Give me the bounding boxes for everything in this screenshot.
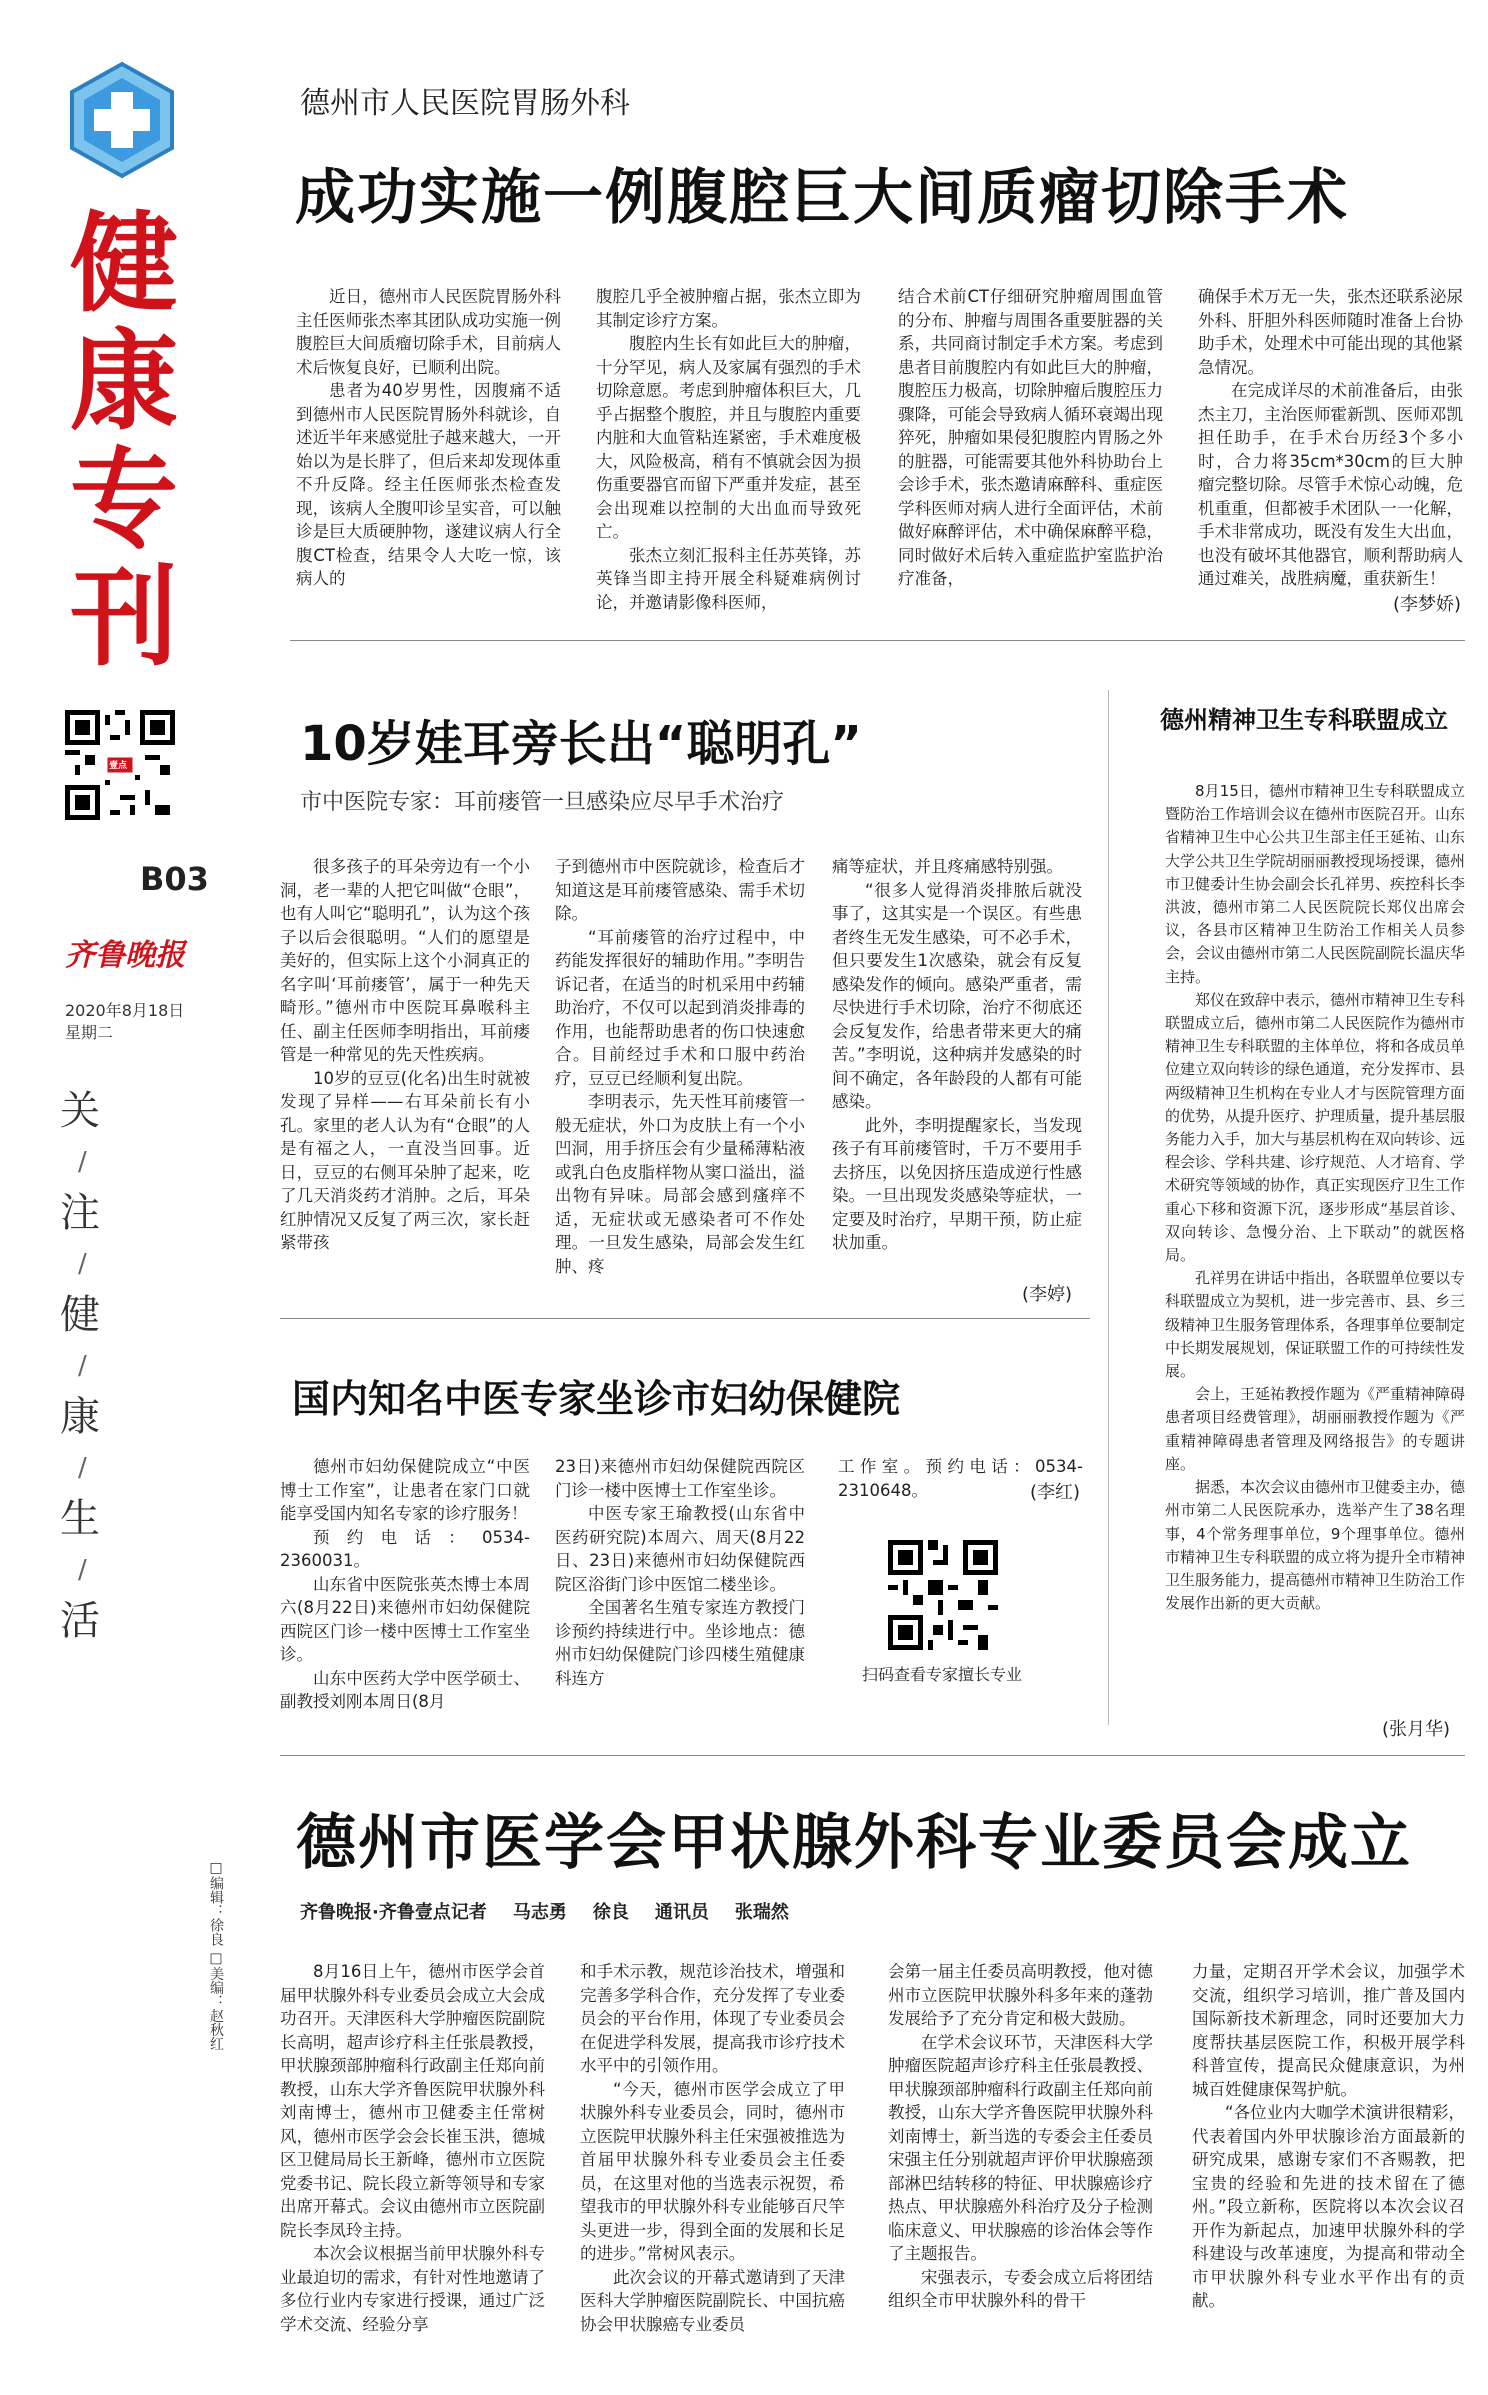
article4-body: 8月15日，德州市精神卫生专科联盟成立暨防治工作培训会议在德州市医院召开。山东省精神卫生中心公共卫生部主任王延祐、山东大学公共卫生学院胡丽丽教授现场授课，德州市卫健委计生协会副会长孔祥男、疾控科长李洪波，德州市第二人民医院院长郑仪出席会议，各县市区精神卫生防治工作相关人员参会，会议由德州市第二人民医院副院长温庆华主持。 郑仪在致辞中表示，德州市精神卫生专科联盟成立后，德州市第二人民医院作为德州市精神卫生专科联盟的主体单位，将和各成员单位建立双向转诊的绿色通道，充分发挥市、县两级精神卫生机构在专业人才与医院管理方面的优势，从提升医疗、护理质量，提升基层服务能力入手，加大与基层机构在双向转诊、远程会诊、学科共建、诊疗规范、人才培育、学术研究等领域的协作，真正实现医疗卫生工作重心下移和资源下沉，逐步形成“基层首诊、双向转诊、急慢分治、上下联动”的就医格局。 孔祥男在讲话中指出，各联盟单位要以专科联盟成立为契机，进一步完善市、县、乡三级精神卫生服务管理体系，各理事单位要制定中长期发展规划，保证联盟工作的可持续性发展。 会上，王延祐教授作题为《严重精神障碍患者项目经费管理》，胡丽丽教授作题为《严重精神障碍患者管理及网络报告》的专题讲座。 据悉，本次会议由德州市卫健委主办，德州市第二人民医院承办，选举产生了38名理事，4个常务理事单位，9个理事单位。德州市精神卫生专科联盟的成立将为提升全市精神卫生服务能力，提高德州市精神卫生防治工作发展作出新的更大贡献。 bbox=[1165, 782, 1466, 1613]
article1-col: 腹腔几乎全被肿瘤占据，张杰立即为其制定诊疗方案。 腹腔内生长有如此巨大的肿瘤，十分罕见，病人及家属有强烈的手术切除意愿。考虑到肿瘤体积巨大，几乎占据整个腹腔，并且与腹腔内重要内脏和大血管粘连紧密，手术难度极大，风险极高，稍有不慎就会因为损伤重要器官而留下严重并发症，甚至会出现难以控制的大出血而导致死亡。 张杰立刻汇报科主任苏英锋，苏英锋当即主持开展全科疑难病例讨论，并邀请影像科医师， bbox=[596, 287, 861, 612]
byline-part: 徐良 bbox=[592, 1902, 629, 1923]
slogan-divider: / bbox=[78, 1555, 87, 1585]
qr-code[interactable] bbox=[65, 710, 175, 820]
masthead-char: 健 bbox=[70, 201, 179, 327]
article2-col: 痛等症状，并且疼痛感特别强。 “很多人觉得消炎排脓后就没事了，这其实是一个误区。有些患者终生无发生感染，可不必手术，但只要发生1次感染，就会有反复感染发作的倾向。感染严重者，需尽快进行手术切除，治疗不彻底还会反复发作，给患者带来更大的痛苦。”李明说，这种病并发感染的时间不确定，各年龄段的人都有可能感染。 此外，李明提醒家长，当发现孩子有耳前瘘管时，千万不要用手去挤压，以免因挤压造成逆行性感染。一旦出现发炎感染等症状，一定要及时治疗，早期干预，防止症状加重。 bbox=[832, 857, 1082, 1252]
article4-title: 德州精神卫生专科联盟成立 bbox=[1160, 706, 1448, 734]
slogan-divider: / bbox=[78, 1147, 87, 1177]
masthead bbox=[70, 201, 220, 681]
editors-credit: □编辑：徐良 □美编：赵秋红 bbox=[208, 1860, 224, 2051]
slogan-divider: / bbox=[78, 1249, 87, 1279]
slogan-char: 注 bbox=[60, 1190, 100, 1236]
article5-col: 力量，定期召开学术会议，加强学术交流，组织学习培训，推广普及国内国际新技术新理念，同时还要加大力度帮扶基层医院工作，积极开展学科科普宣传，提高民众健康意识，为州城百姓健康保驾护航。 “各位业内大咖学术演讲很精彩，代表着国内外甲状腺诊治方面最新的研究成果，感谢专家们不吝赐教，把宝贵的经验和先进的技术留在了德州。”段立新称，医院将以本次会议召开作为新起点，加速甲状腺外科的学科建设与改革速度，为提高和带动全市甲状腺外科专业水平作出有的贡献。 bbox=[1192, 1962, 1465, 2310]
article2-subtitle: 市中医院专家：耳前瘘管一旦感染应尽早手术治疗 bbox=[300, 790, 785, 815]
article4-author: (张月华) bbox=[1382, 1719, 1451, 1740]
article3-col: 23日)来德州市妇幼保健院西院区门诊一楼中医博士工作室坐诊。 中医专家王瑜教授(山东省中医药研究院)本周六、周天(8月22日、23日)来德州市妇幼保健院西院区浴街门诊中医馆二楼坐诊。 全国著名生殖专家连方教授门诊预约持续进行中。坐诊地点：德州市妇幼保健院门诊四楼生殖健康科连方 bbox=[555, 1457, 805, 1688]
newspaper-name: 齐鲁晚报 bbox=[65, 938, 185, 973]
article5-col: 8月16日上午，德州市医学会首届甲状腺外科专业委员会成立大会成功召开。天津医科大学肿瘤医院副院长高明，超声诊疗科主任张晨教授，甲状腺颈部肿瘤科行政副主任郑向前教授，山东大学齐鲁医院甲状腺外科刘南博士，德州市卫健委主任常树风，德州市医学会会长崔玉洪，德城区卫健局局长王新峰，德州市立医院党委书记、院长段立新等领导和专家出席开幕式。会议由德州市立医院副院长李凤玲主持。 本次会议根据当前甲状腺外科专业最迫切的需求，有针对性地邀请了多位行业内专家进行授课，通过广泛学术交流、经验分享 bbox=[280, 1962, 545, 2334]
divider bbox=[280, 1318, 1090, 1319]
article3-col: 德州市妇幼保健院成立“中医博士工作室”，让患者在家门口就能享受国内知名专家的诊疗服务！ 预约电话：0534-2360031。 山东省中医院张英杰博士本周六(8月22日)来德州市妇幼保健院西院区门诊一楼中医博士工作室坐诊。 山东中医药大学中医学硕士、副教授刘刚本周日(8月 bbox=[280, 1457, 530, 1711]
article2-col: 很多孩子的耳朵旁边有一个小洞，老一辈的人把它叫做“仓眼”，也有人叫它“聪明孔”，认为这个孩子以后会很聪明。“人们的愿望是美好的，但实际上这个小洞真正的名字叫‘耳前瘘管’，属于一种先天畸形。”德州市中医院耳鼻喉科主任、副主任医师李明指出，耳前瘘管是一种常见的先天性疾病。 10岁的豆豆(化名)出生时就被发现了异样——右耳朵前长有小孔。家里的老人认为有“仓眼”的人是有福之人，一直没当回事。近日，豆豆的右侧耳朵肿了起来，吃了几天消炎药才消肿。之后，耳朵红肿情况又反复了两三次，家长赶紧带孩 bbox=[280, 857, 530, 1252]
byline-part: 马志勇 bbox=[512, 1902, 567, 1923]
slogan bbox=[60, 1085, 150, 1647]
byline-part: 齐鲁晚报·齐鲁壹点记者 bbox=[300, 1902, 487, 1923]
page-code: B03 bbox=[140, 860, 209, 898]
slogan-char: 康 bbox=[60, 1394, 100, 1440]
slogan-char: 健 bbox=[60, 1292, 100, 1338]
weekday-text: 星期二 bbox=[65, 1023, 114, 1042]
article2-col: 子到德州市中医院就诊，检查后才知道这是耳前瘘管感染、需手术切除。 “耳前瘘管的治疗过程中，中药能发挥很好的辅助作用。”李明告诉记者，在适当的时机采用中药辅助治疗，不仅可以起到消炎排毒的作用，也能帮助患者的伤口快速愈合。目前经过手术和口服中药治疗，豆豆已经顺利复出院。 李明表示，先天性耳前瘘管一般无症状，外口为皮肤上有一个小凹洞，用手挤压会有少量稀薄粘液或乳白色皮脂样物从窦口溢出，溢出物有异味。局部会感到瘙痒不适，无症状或无感染者可不作处理。一旦发生感染，局部会发生红肿、疼 bbox=[555, 857, 805, 1276]
article1-col: 结合术前CT仔细研究肿瘤周围血管的分布、肿瘤与周围各重要脏器的关系，共同商讨制定手术方案。考虑到患者目前腹腔内有如此巨大的肿瘤，腹腔压力极高，切除肿瘤后腹腔压力骤降，可能会导致病人循环衰竭出现猝死，肿瘤如果侵犯腹腔内胃肠之外的脏器，可能需要其他外科协助台上会诊手术，张杰邀请麻醉科、重症医学科医师对病人进行全面评估，术前做好麻醉评估，术中确保麻醉平稳，同时做好术后转入重症监护室监护治疗准备， bbox=[898, 287, 1163, 588]
qr-label: 壹点 bbox=[109, 761, 128, 771]
medical-cross-logo bbox=[62, 60, 182, 180]
date-text: 2020年8月18日 bbox=[65, 1001, 185, 1020]
article3-author: (李红) bbox=[1030, 1482, 1081, 1503]
article1-author: (李梦娇) bbox=[1385, 590, 1461, 616]
masthead-char: 专 bbox=[70, 437, 179, 563]
slogan-char: 活 bbox=[60, 1598, 100, 1644]
issue-date bbox=[65, 1000, 184, 1044]
article3-title: 国内知名中医专家坐诊市妇幼保健院 bbox=[292, 1377, 901, 1421]
article1-title: 成功实施一例腹腔巨大间质瘤切除手术 bbox=[295, 163, 1349, 233]
slogan-char: 生 bbox=[60, 1496, 100, 1542]
slogan-divider: / bbox=[78, 1351, 87, 1381]
article1-col: 确保手术万无一失，张杰还联系泌尿外科、肝胆外科医师随时准备上台协助手术，处理术中可能出现的其他紧急情况。 在完成详尽的术前准备后，由张杰主刀，主治医师霍新凯、医师邓凯担任助手，在手术台历经3个多小时，合力将35cm*30cm的巨大肿瘤完整切除。尽管手术惊心动魄，危机重重，但都被手术团队一一化解，手术非常成功，既没有发生大出血，也没有破坏其他器官，顺利帮助病人通过难关，战胜病魔，重获新生！ bbox=[1198, 287, 1463, 588]
byline-part: 通讯员 bbox=[654, 1902, 709, 1923]
article5-byline bbox=[300, 1898, 789, 1924]
divider bbox=[290, 640, 1465, 641]
column-divider bbox=[1108, 690, 1109, 1725]
slogan-divider: / bbox=[78, 1453, 87, 1483]
byline-part: 张瑞然 bbox=[734, 1902, 789, 1923]
article2-author: (李婷) bbox=[1022, 1284, 1073, 1305]
expert-qr-code[interactable] bbox=[888, 1540, 998, 1650]
article5-col: 会第一届主任委员高明教授，他对德州市立医院甲状腺外科多年来的蓬勃发展给予了充分肯定和极大鼓励。 在学术会议环节，天津医科大学肿瘤医院超声诊疗科主任张晨教授、甲状腺颈部肿瘤科行政副主任郑向前教授，山东大学齐鲁医院甲状腺外科刘南博士，新当选的专委会主任委员宋强主任分别就超声评价甲状腺癌颈部淋巴结转移的特征、甲状腺癌诊疗热点、甲状腺癌外科治疗及分子检测临床意义、甲状腺癌的诊治体会等作了主题报告。 宋强表示，专委会成立后将团结组织全市甲状腺外科的骨干 bbox=[888, 1962, 1153, 2310]
article1-kicker: 德州市人民医院胃肠外科 bbox=[300, 86, 630, 121]
article5-title: 德州市医学会甲状腺外科专业委员会成立 bbox=[296, 1808, 1412, 1878]
divider bbox=[280, 1755, 1465, 1756]
article5-col: 和手术示教，规范诊治技术，增强和完善多学科合作，充分发挥了专业委员会的平台作用，体现了专业委员会在促进学科发展，提高我市诊疗技术水平中的引领作用。 “今天，德州市医学会成立了甲状腺外科专业委员会，同时，德州市立医院甲状腺外科主任宋强被推选为首届甲状腺外科专业委员会主任委员，在这里对他的当选表示祝贺，希望我市的甲状腺外科专业能够百尺竿头更进一步，得到全面的发展和长足的进步。”常树风表示。 此次会议的开幕式邀请到了天津医科大学肿瘤医院副院长、中国抗癌协会甲状腺癌专业委员 bbox=[580, 1962, 845, 2334]
article3-col: 工作室。预约电话：0534-2310648。 bbox=[838, 1457, 1083, 1500]
expert-qr-caption: 扫码查看专家擅长专业 bbox=[862, 1665, 1023, 1684]
article2-title: 10岁娃耳旁长出“聪明孔” bbox=[300, 716, 862, 772]
slogan-char: 关 bbox=[60, 1088, 100, 1134]
masthead-char: 刊 bbox=[70, 555, 179, 681]
masthead-char: 康 bbox=[70, 319, 179, 445]
article1-col: 近日，德州市人民医院胃肠外科主任医师张杰率其团队成功实施一例腹腔巨大间质瘤切除手术，目前病人术后恢复良好，已顺利出院。 患者为40岁男性，因腹痛不适到德州市人民医院胃肠外科就诊，自述近半年来感觉肚子越来越大，一开始以为是长胖了，但后来却发现体重不升反降。经主任医师张杰检查发现，该病人全腹叩诊呈实音，可以触诊是巨大质硬肿物，遂建议病人行全腹CT检查，结果令人大吃一惊，该病人的 bbox=[296, 287, 561, 588]
